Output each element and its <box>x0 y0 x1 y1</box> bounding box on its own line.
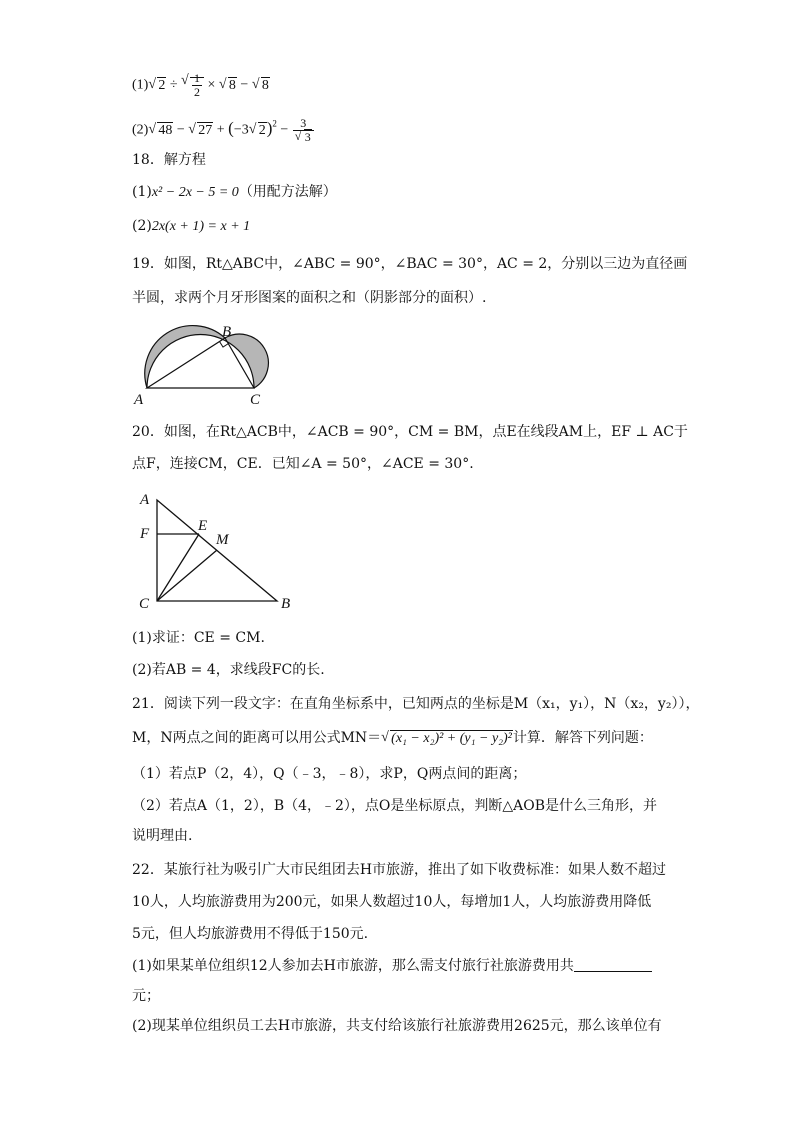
p20-label-a: A <box>140 492 150 508</box>
p17-item2-radicand-48: 48 <box>158 122 173 138</box>
p17-item1: (1)√ 2 ÷ √ $\frac{1}{2}$ × √ 8 − √ 8 <box>132 72 270 99</box>
p22-question2-line1: (2)现某单位组织员工去H市旅游，共支付给该旅行社旅游费用2625元，那么该单位有 <box>132 1018 662 1034</box>
p17-item2-frac-den: 3 <box>304 130 311 144</box>
p20-label-c: C <box>139 596 150 612</box>
p21-formula-intro: M，N两点之间的距离可以用公式MN＝ <box>132 730 382 746</box>
p21-question2-line1: （2）若点A（1，2），B（4，﹣2），点O是坐标原点，判断△AOB是什么三角形，并 <box>132 798 658 814</box>
p20-segment-cm <box>157 550 217 601</box>
p19-label-c: C <box>250 392 261 406</box>
p19-figure <box>130 316 280 406</box>
p20-figure <box>130 486 305 614</box>
p19-label-a: A <box>134 392 144 406</box>
p21-text-line1: 21．阅读下列一段文字：在直角坐标系中，已知两点的坐标是M（x₁，y₁），N（x₂，y₂））， <box>132 696 700 712</box>
p22-question1-line1 <box>132 956 652 976</box>
p17-item2-radicand-27: 27 <box>198 122 213 138</box>
p22-text-line2: 10人，人均旅游费用为200元，如果人数超过10人，每增加1人，人均旅游费用降低 <box>132 894 652 910</box>
p20-label-f: F <box>140 526 150 542</box>
p20-label-m: M <box>216 532 229 548</box>
p17-item1-radicand-2: 2 <box>158 77 166 93</box>
p17-item1-label: (1) <box>132 77 149 93</box>
p22-question1-line2: 元； <box>132 988 160 1004</box>
p17-item2-coef: −3 <box>233 122 249 138</box>
p17-item1-radicand-8b: 8 <box>261 77 269 93</box>
p18-item1-note: （用配方法解） <box>238 184 337 200</box>
p21-formula-outro: 计算．解答下列问题： <box>512 730 653 746</box>
p22-question1-text: (1)如果某单位组织12人参加去H市旅游，那么需支付旅行社旅游费用共 <box>132 958 574 974</box>
p17-item1-frac-num: √ 1 <box>194 71 201 85</box>
p21-question1: （1）若点P（2，4），Q（﹣3，﹣8），求P，Q两点间的距离； <box>132 766 527 782</box>
p17-item1-radicand-8a: 8 <box>228 77 236 93</box>
p17-item2: (2)√ 48 − √ 27 + (−3√ 2)$^2$ − 3 √ 3 <box>132 117 315 144</box>
p18-item1 <box>132 182 337 203</box>
p18-item2-equation: 2x(x + 1) = x + 1 <box>151 219 251 234</box>
p21-question2-line2: 说明理由. <box>132 828 193 844</box>
p17-item2-radicand-2: 2 <box>258 122 266 138</box>
p21-text-line2 <box>132 728 653 749</box>
p17-item2-exponent: 2 <box>272 118 277 129</box>
p17-item2-label: (2) <box>132 122 149 138</box>
p18-item2 <box>132 216 250 237</box>
p22-text-line3: 5元，但人均旅游费用不得低于150元. <box>132 926 369 942</box>
p18-item1-label: (1) <box>132 184 152 200</box>
p20-text-line2: 点F，连接CM，CE．已知∠A = 50°，∠ACE = 30°. <box>132 456 474 472</box>
p19-text-line1: 19．如图，Rt△ABC中，∠ABC = 90°，∠BAC = 30°，AC = 2，分别以三边为直径画 <box>132 256 688 272</box>
p19-text-line2: 半圆，求两个月牙形图案的面积之和（阴影部分的面积）. <box>132 290 487 306</box>
p17-item1-frac-den: 2 <box>194 85 201 99</box>
p18-heading: 18．解方程 <box>132 152 206 168</box>
p20-label-b: B <box>281 596 291 612</box>
p20-text-line1: 20．如图，在Rt△ACB中，∠ACB = 90°，CM = BM，点E在线段AM上，EF ⊥ AC于 <box>132 424 688 440</box>
p18-item1-equation: x² − 2x − 5 = 0 <box>151 185 239 200</box>
p20-question2: (2)若AB = 4，求线段FC的长. <box>132 662 325 678</box>
p18-item2-label: (2) <box>132 218 152 234</box>
p19-label-b: B <box>222 324 232 340</box>
p20-question1: (1)求证：CE = CM. <box>132 630 265 646</box>
p21-distance-formula: (x₁ − x₂)² + (y₁ − y₂)² <box>391 731 512 746</box>
p22-text-line1: 22．某旅行社为吸引广大市民组团去H市旅游，推出了如下收费标准：如果人数不超过 <box>132 862 667 878</box>
p20-label-e: E <box>198 518 208 534</box>
p17-item2-frac-num: 3 <box>293 117 314 131</box>
p20-segment-ce <box>157 534 199 601</box>
p22-answer-blank[interactable] <box>574 958 652 972</box>
